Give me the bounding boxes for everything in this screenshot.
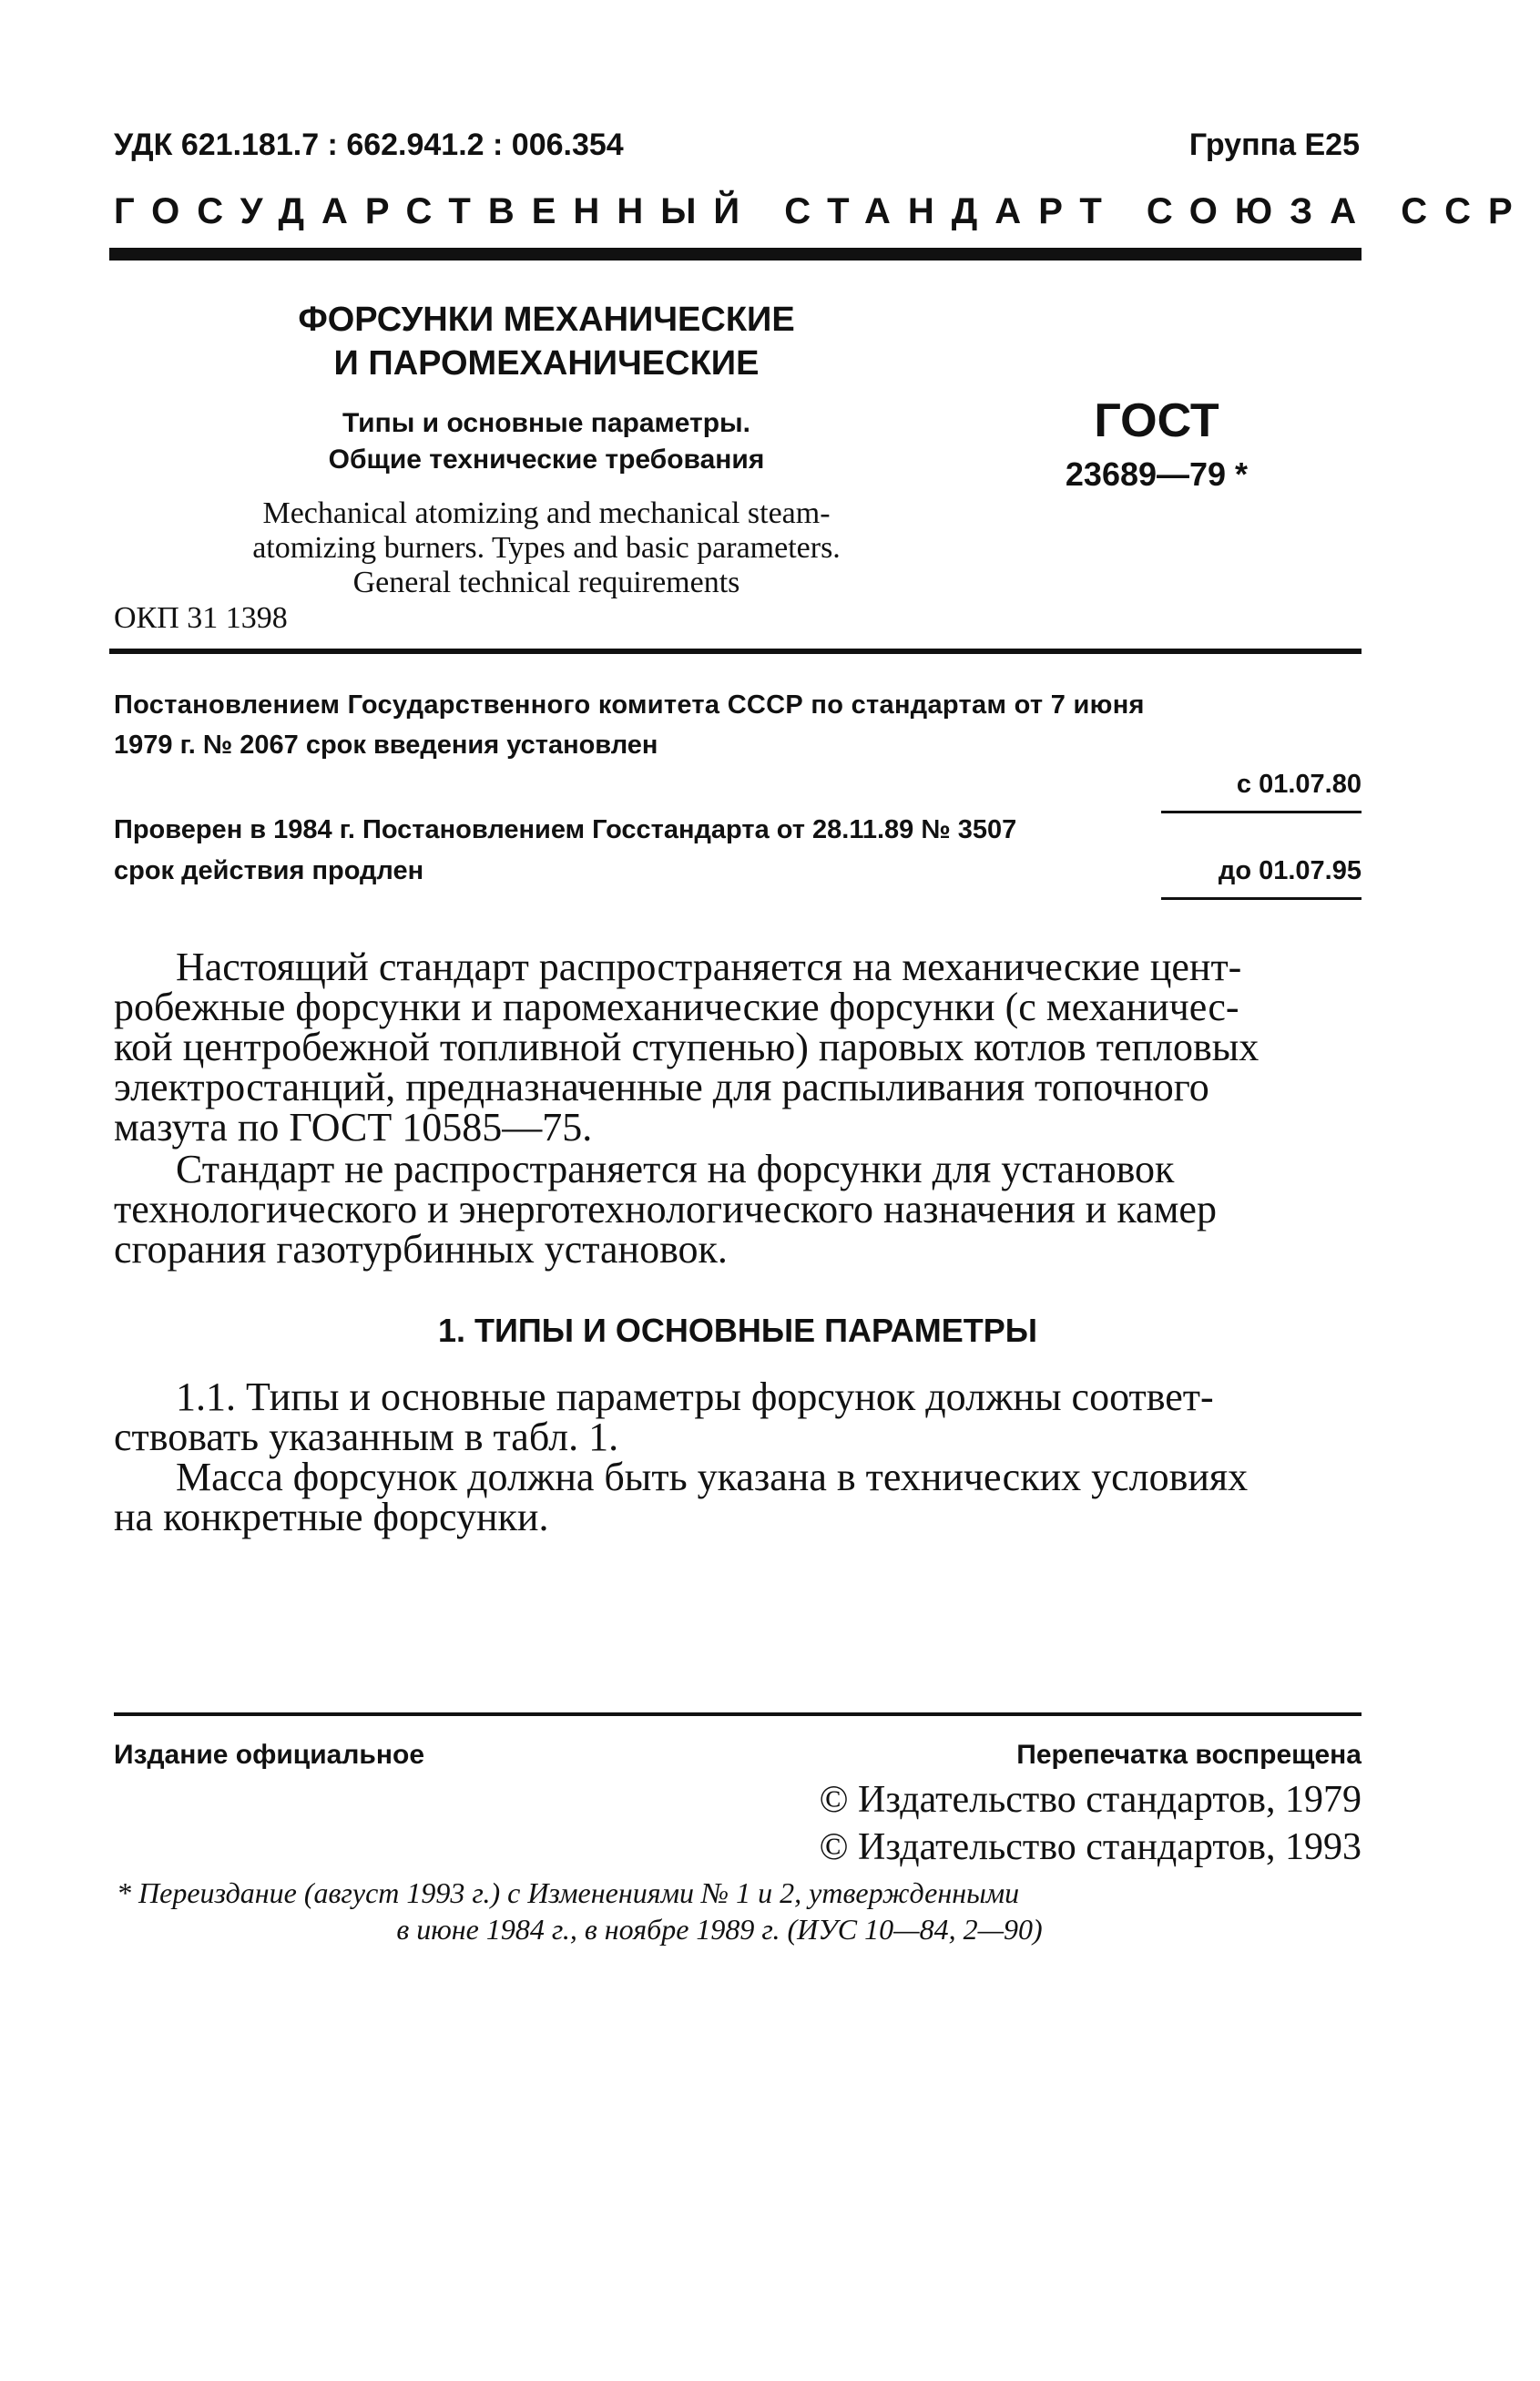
body-line: Стандарт не распространяется на форсунки для установок xyxy=(176,1147,1175,1191)
gost-number: 23689—79 * xyxy=(1065,455,1249,493)
subtitle-line-2: Общие технические требования xyxy=(328,445,765,475)
okp-code: ОКП 31 1398 xyxy=(114,601,288,635)
effective-date: с 01.07.80 xyxy=(1236,770,1362,799)
body-paragraph-4 xyxy=(114,1457,1357,1538)
official-edition: Издание официальное xyxy=(114,1740,425,1770)
body-line: сгорания газотурбинных установок. xyxy=(114,1227,728,1272)
section-heading: 1. ТИПЫ И ОСНОВНЫЕ ПАРАМЕТРЫ xyxy=(437,1312,1038,1349)
group-code: Группа Е25 xyxy=(1188,128,1360,162)
decree-line-1: Постановлением Государственного комитета СССР по стандартам от 7 июня xyxy=(114,690,1145,720)
subtitle-line-1: Типы и основные параметры. xyxy=(342,408,750,438)
decree-line-3: Проверен в 1984 г. Постановлением Госстандарта от 28.11.89 № 3507 xyxy=(114,815,1017,844)
standard-banner: ГОСУДАРСТВЕННЫЙ СТАНДАРТ СОЮЗА ССР xyxy=(114,191,1530,231)
body-line: технологического и энерготехнологического назначения и камер xyxy=(114,1187,1217,1231)
decree-line-2: 1979 г. № 2067 срок введения установлен xyxy=(114,731,658,760)
title-line-2: И ПАРОМЕХАНИЧЕСКИЕ xyxy=(333,344,760,383)
body-line: 1.1. Типы и основные параметры форсунок должны соответ- xyxy=(176,1374,1214,1419)
reissue-note-line-1: * Переиздание (август 1993 г.) с Изменениями № 1 и 2, утвержденными xyxy=(117,1876,1020,1909)
gost-label: ГОСТ xyxy=(1094,394,1219,447)
decree-line-4: срок действия продлен xyxy=(114,856,424,885)
english-title-line-2: atomizing burners. Types and basic parameters. xyxy=(252,531,841,565)
copyright-1979: © Издательство стандартов, 1979 xyxy=(819,1779,1362,1821)
footer-rule xyxy=(114,1712,1362,1716)
body-line: мазута по ГОСТ 10585—75. xyxy=(114,1105,593,1150)
body-line: робежные форсунки и паромеханические форсунки (с механичес- xyxy=(114,985,1239,1029)
reissue-note-line-2: в июне 1984 г., в ноябре 1989 г. (ИУС 10—84, 2—90) xyxy=(396,1913,1043,1946)
english-title-line-3: General technical requirements xyxy=(352,566,740,599)
body-line: электростанций, предназначенные для распыливания топочного xyxy=(114,1065,1209,1109)
body-line: Настоящий стандарт распространяется на механические цент- xyxy=(176,945,1242,989)
body-line: ствовать указанным в табл. 1. xyxy=(114,1415,619,1459)
title-line-1: ФОРСУНКИ МЕХАНИЧЕСКИЕ xyxy=(298,301,795,339)
extended-date-underline xyxy=(1161,897,1362,900)
copyright-1993: © Издательство стандартов, 1993 xyxy=(819,1826,1362,1868)
english-title-line-1: Mechanical atomizing and mechanical steam- xyxy=(262,496,831,530)
udk-code: УДК 621.181.7 : 662.941.2 : 006.354 xyxy=(114,128,624,162)
body-line: Масса форсунок должна быть указана в технических условиях xyxy=(176,1455,1249,1499)
body-paragraph-3 xyxy=(114,1374,1357,1459)
extended-date: до 01.07.95 xyxy=(1218,856,1362,885)
effective-date-underline xyxy=(1161,811,1362,813)
body-line: кой центробежной топливной ступенью) паровых котлов тепловых xyxy=(114,1025,1260,1069)
header-thick-rule xyxy=(109,248,1362,261)
body-paragraph-1 xyxy=(114,947,1357,1148)
reprint-prohibited: Перепечатка воспрещена xyxy=(1016,1740,1362,1770)
body-line: на конкретные форсунки. xyxy=(114,1495,549,1539)
title-block-rule xyxy=(109,649,1362,654)
body-paragraph-2 xyxy=(114,1147,1357,1272)
